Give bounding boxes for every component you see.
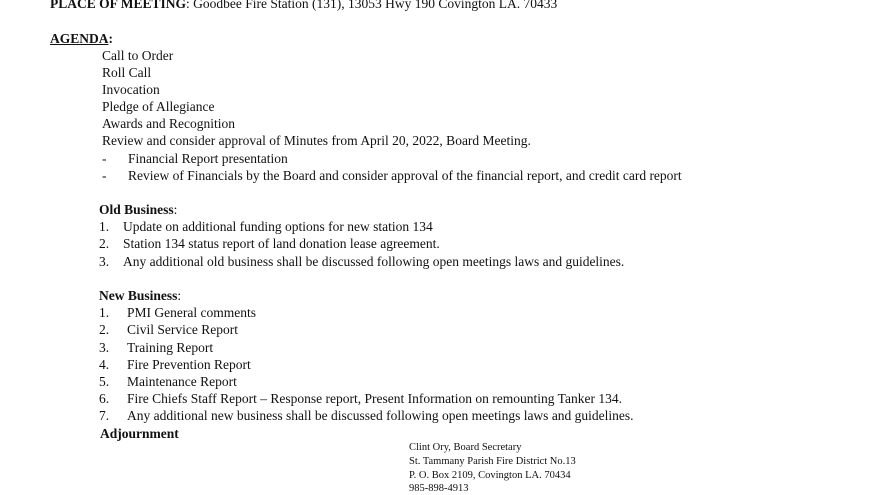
old-business-heading-text: Old Business [99, 202, 174, 217]
signature-name: Clint Ory, Board Secretary [409, 442, 522, 453]
place-of-meeting [50, 0, 557, 12]
new-business-item [99, 407, 634, 424]
dash-bullet: - [102, 151, 107, 166]
old-business-heading [99, 201, 177, 218]
new-business-item [99, 356, 251, 373]
item-text: Maintenance Report [127, 374, 237, 389]
agenda-sub-item [102, 150, 288, 167]
item-text: Civil Service Report [127, 322, 238, 337]
item-text: Fire Chiefs Staff Report – Response report, Present Information on remounting Tanker 134. [127, 391, 622, 406]
new-business-heading [99, 287, 181, 304]
item-text: Fire Prevention Report [127, 357, 251, 372]
item-number: 6. [99, 391, 110, 406]
item-number: 7. [99, 408, 110, 423]
signature-phone: 985-898-4913 [409, 483, 469, 494]
new-business-item [99, 321, 238, 338]
item-number: 2. [99, 322, 110, 337]
item-number: 4. [99, 357, 110, 372]
agenda-sub-item [102, 167, 682, 184]
item-text: Training Report [127, 340, 214, 355]
signature-org: St. Tammany Parish Fire District No.13 [409, 456, 576, 467]
agenda-heading [50, 30, 113, 47]
item-text: Station 134 status report of land donation lease agreement. [123, 236, 440, 251]
new-business-item [99, 373, 237, 390]
new-business-colon: : [177, 288, 182, 303]
item-number: 2. [99, 236, 110, 251]
item-number: 1. [99, 305, 110, 320]
sub-item-text: Review of Financials by the Board and consider approval of the financial report, and credit card report [128, 168, 682, 183]
sub-item-text: Financial Report presentation [128, 151, 288, 166]
item-number: 1. [99, 219, 110, 234]
item-text: Update on additional funding options for new station 134 [123, 219, 433, 234]
adjournment: Adjournment [100, 426, 179, 441]
agenda-item: Awards and Recognition [102, 116, 235, 131]
agenda-item: Roll Call [102, 65, 152, 80]
agenda-item: Invocation [102, 82, 160, 97]
signature-address: P. O. Box 2109, Covington LA. 70434 [409, 470, 571, 481]
item-number: 3. [99, 254, 110, 269]
place-label: PLACE OF MEETING [50, 0, 187, 11]
agenda-heading-colon: : [108, 31, 114, 46]
old-business-item [99, 235, 440, 252]
item-number: 3. [99, 340, 110, 355]
agenda-item: Review and consider approval of Minutes from April 20, 2022, Board Meeting. [102, 133, 531, 148]
item-number: 5. [99, 374, 110, 389]
agenda-heading-text: AGENDA [50, 31, 109, 46]
new-business-heading-text: New Business [99, 288, 178, 303]
item-text: PMI General comments [127, 305, 256, 320]
place-value: : Goodbee Fire Station (131), 13053 Hwy 190 Covington LA. 70433 [186, 0, 558, 11]
item-text: Any additional old business shall be discussed following open meetings laws and guidelines. [123, 254, 625, 269]
old-business-item [99, 218, 433, 235]
agenda-item: Pledge of Allegiance [102, 99, 215, 114]
new-business-item [99, 304, 256, 321]
item-text: Any additional new business shall be discussed following open meetings laws and guidelines. [127, 408, 634, 423]
dash-bullet: - [102, 168, 107, 183]
old-business-colon: : [173, 202, 178, 217]
old-business-item [99, 253, 624, 270]
agenda-item: Call to Order [102, 48, 174, 63]
new-business-item [99, 390, 622, 407]
new-business-item [99, 339, 213, 356]
